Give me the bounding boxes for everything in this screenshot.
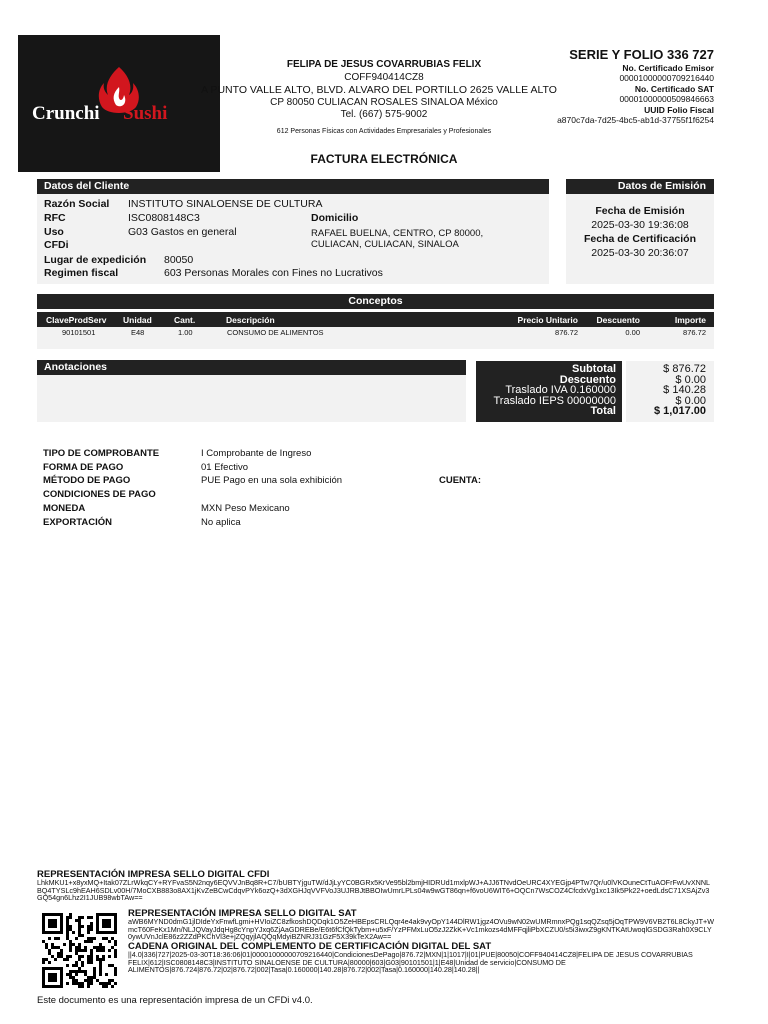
client-header: Datos del Cliente [37, 179, 549, 194]
total-value: $ 1,017.00 [654, 405, 706, 417]
logo-text-crunchi: Crunchi [32, 103, 100, 124]
table-cell-descuento: 0.00 [625, 328, 640, 337]
table-cell-importe: 876.72 [683, 328, 706, 337]
conceptos-header: Conceptos [37, 294, 714, 309]
exportacion-value: No aplica [201, 517, 241, 528]
col-cantidad: Cant. [174, 315, 196, 325]
issuer-address-1: A PUNTO VALLE ALTO, BLVD. ALVARO DEL PORTILLO 2625 VALLE ALTO [201, 84, 557, 96]
total-label: Total [590, 405, 616, 417]
regimen-fiscal-value: 603 Personas Morales con Fines no Lucrativos [164, 267, 383, 279]
descuento-value: $ 0.00 [675, 373, 706, 386]
domicilio-label: Domicilio [311, 212, 359, 224]
descuento-label: Descuento [559, 373, 616, 386]
issuer-rfc: COFF940414CZ8 [344, 71, 424, 83]
issuer-block [201, 59, 562, 138]
cert-sat-value: 00001000000509846663 [619, 94, 714, 104]
forma-pago-label: FORMA DE PAGO [43, 462, 124, 473]
sello-sat-text: aWB6MYND0dmG1jlDIdeYxFnwfLgmi+HVIoiZC8zfkoshDQDqk1O5ZeHBEpsCRLQqr4e4ak9vyOpY144DlRW1jgz4OVu9wN02wUMRmnxPQg1sqQZsq5jOqTPW9V6VB2T6L8CkyJT+WmcT60FeKx1Mn/NLJQVayJdqHg8cYnpYJxq6ZjAaGDREBe/E6t6fCfQkTybm+u5xF/YzPFMxLuO5zJ2ZkK+Vc1mkozs4dMFFqjliPbXCZU0/s5i3iwxZ9gKNTKAtUwoqlGSDG3Rah0X9CLY0ywUVnJclE86z2ZZdPKChVl3e+jZQqyjlAQQqMdyiBZNRJ31GzF5X39kTeX2Aw== [128, 918, 714, 942]
sello-cfdi-header: REPRESENTACIÓN IMPRESA SELLO DIGITAL CFDI [37, 869, 270, 880]
totals-labels [476, 361, 622, 422]
folio-block [557, 47, 714, 126]
subtotal-value: $ 876.72 [663, 363, 706, 375]
sello-sat-header: REPRESENTACIÓN IMPRESA SELLO DIGITAL SAT [128, 908, 357, 919]
fecha-emision-label: Fecha de Emisión [595, 205, 685, 217]
metodo-pago-label: MÉTODO DE PAGO [43, 475, 131, 486]
subtotal-label: Subtotal [572, 363, 616, 375]
emision-fields [566, 204, 714, 260]
iva-value: $ 140.28 [663, 384, 706, 396]
razon-social-value: INSTITUTO SINALOENSE DE CULTURA [128, 198, 323, 210]
cert-emisor-value: 00001000000709216440 [619, 73, 714, 83]
totals-values [626, 361, 714, 422]
col-importe: Importe [674, 315, 706, 325]
issuer-address-2: CP 80050 CULIACAN ROSALES SINALOA México [270, 96, 498, 108]
ieps-value: $ 0.00 [675, 394, 706, 407]
tipo-comprobante-label: TIPO DE COMPROBANTE [43, 448, 160, 459]
table-cell-clave: 90101501 [62, 328, 96, 337]
footer-note: Este documento es una representación impresa de un CFDi v4.0. [37, 995, 313, 1006]
exportacion-label: EXPORTACIÓN [43, 517, 112, 528]
iva-label: Traslado IVA 0.160000 [505, 384, 616, 396]
col-descuento: Descuento [596, 315, 640, 325]
col-descripcion: Descripción [226, 315, 275, 325]
logo-text-sushi: Sushi [123, 103, 168, 124]
table-cell-unidad: E48 [131, 328, 145, 337]
rfc-value: ISC0808148C3 [128, 212, 200, 224]
uso-cfdi-value: G03 Gastos en general [128, 226, 237, 238]
domicilio-line-1: RAFAEL BUELNA, CENTRO, CP 80000, [311, 228, 484, 239]
regimen-fiscal-label: Regimen fiscal [44, 267, 119, 279]
anotaciones-panel [37, 375, 466, 422]
col-precio-unitario: Precio Unitario [517, 315, 578, 325]
rfc-label: RFC [44, 212, 66, 224]
qr-code-icon [42, 913, 117, 988]
issuer-regimen: 612 Personas Físicas con Actividades Empresariales y Profesionales [276, 127, 492, 135]
uuid-value: a870c7da-7d25-4bc5-ab1d-37755f1f6254 [557, 115, 714, 125]
serie-folio: SERIE Y FOLIO 336 727 [569, 47, 714, 62]
table-cell-precio: 876.72 [555, 328, 578, 337]
fecha-certificacion-label: Fecha de Certificación [583, 233, 697, 245]
col-unidad: Unidad [123, 315, 152, 325]
uso-cfdi-label: Uso CFDi [44, 226, 69, 251]
ieps-label: Traslado IEPS 00000000 [493, 394, 616, 407]
sello-cfdi-text: LhkMKU1+x8yxMQ+Itak07ZLrWkqCY+RYFvaS5N2nqy6EQVVJnBq8R+C7/bUBTYjguTW/dJjLyYC0BGRx5KrVe95bl2bmjHIDRUd1mxlpWJ+AJJ6TNvdOeURC4XYEGjp4PTw7Qr/u0lVKOuneCtTuAOFrFwUvXNNLBQ4TYSLc9hEAH6SDLv00H/7MoCXB883o8AX1jKvZeBCwCdqvPYk6ozQ+3dXGHJqVVFVoJ3UJRBJtBBOIwUmrLPLs04w9wGT86qn+f6voU6WIT6+OQCn7WsCOZ4CfcdxVg1xc13Ik5Pk22+oedLdsC71XSAjZv3GQ54gn6Lhz2I1JUB98wbTAw== [37, 879, 711, 903]
metodo-pago-value: PUE Pago en una sola exhibición [201, 475, 343, 486]
document-title: FACTURA ELECTRÓNICA [310, 152, 458, 166]
table-cell-descripcion: CONSUMO DE ALIMENTOS [227, 328, 324, 337]
issuer-name: FELIPA DE JESUS COVARRUBIAS FELIX [286, 59, 482, 70]
emision-header: Datos de Emisión [566, 179, 714, 194]
uuid-label: UUID Folio Fiscal [644, 104, 714, 115]
cuenta-label: CUENTA: [439, 475, 482, 486]
razon-social-label: Razón Social [44, 198, 110, 210]
moneda-value: MXN Peso Mexicano [201, 503, 290, 514]
cadena-original-header: CADENA ORIGINAL DEL COMPLEMENTO DE CERTIFICACIÓN DIGITAL DEL SAT [128, 941, 492, 952]
lugar-expedicion-value: 80050 [164, 254, 194, 266]
col-claveprodserv: ClaveProdServ [46, 315, 107, 325]
cert-emisor-label: No. Certificado Emisor [622, 62, 714, 73]
fecha-emision-value: 2025-03-30 19:36:08 [591, 219, 689, 231]
moneda-label: MONEDA [43, 503, 86, 514]
forma-pago-value: 01 Efectivo [201, 462, 248, 473]
fecha-certificacion-value: 2025-03-30 20:36:07 [591, 247, 689, 259]
lugar-expedicion-label: Lugar de expedición [44, 254, 147, 266]
tipo-comprobante-value: I Comprobante de Ingreso [201, 448, 312, 459]
table-cell-cantidad: 1.00 [178, 328, 193, 337]
domicilio-line-2: CULIACAN, CULIACAN, SINALOA [311, 239, 459, 250]
issuer-phone: Tel. (667) 575-9002 [340, 109, 428, 120]
anotaciones-header: Anotaciones [37, 360, 466, 375]
cadena-original-text: ||4.0|336|727|2025-03-30T18:36:06|01|00001000000709216440|CondicionesDePago|876.72|MXN|1|1017|I|01|PUE|80050|COFF940414CZ8|FELIPA DE JESUS COVARRUBIAS FELIX|612|ISC0808148C3|INSTITUTO SINALOENSE DE CULTURA|80000|603|G03|90101501|1|E48|Unidad de servicio|CONSUMO DE ALIMENTOS|876.724|876.72|02|876.72|002|Tasa|0.160000|140.28|876.72|002|Tasa|0.160000|140.28|140.28|| [128, 951, 693, 975]
cert-sat-label: No. Certificado SAT [634, 83, 714, 94]
condiciones-pago-label: CONDICIONES DE PAGO [43, 489, 156, 500]
